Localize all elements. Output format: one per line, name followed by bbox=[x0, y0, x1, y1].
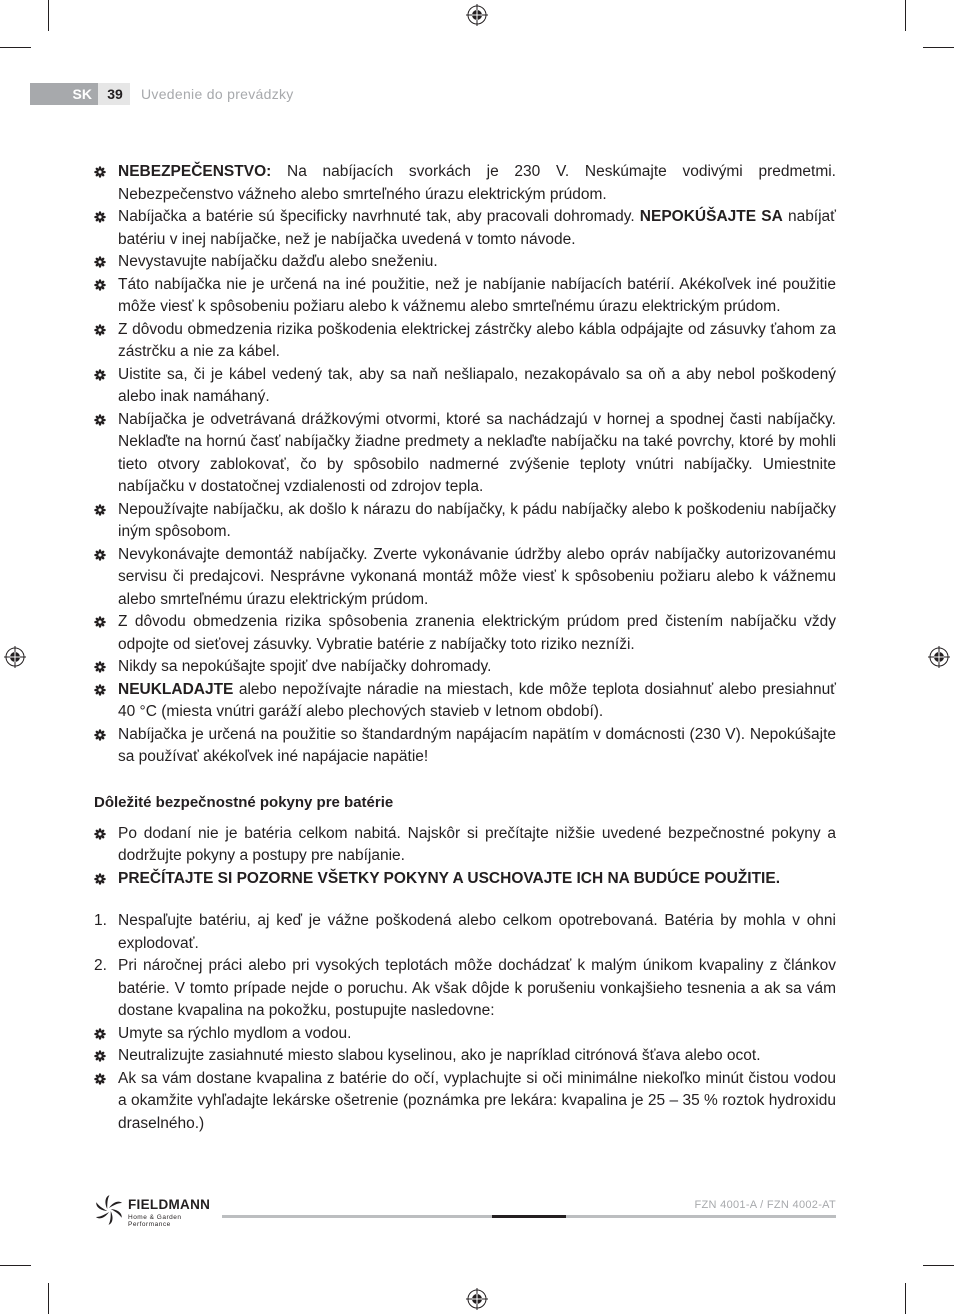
footer-rule bbox=[566, 1215, 836, 1218]
item-text: nabíjať batériu v inej nabíjačke, než je nabíjačka uvedená v tomto návode. bbox=[118, 208, 836, 248]
section-header-title: Uvedenie do prevádzky bbox=[141, 86, 294, 102]
crop-mark bbox=[0, 47, 31, 48]
safety-list-charger bbox=[94, 161, 836, 769]
bullet-flower-icon bbox=[94, 1028, 106, 1040]
item-text: Nabíjačka je určená na použitie so štandardným napájacím napätím v domácnosti (230 V). Nepokúšajte sa používať akékoľvek iné napájacie napätie! bbox=[118, 725, 836, 765]
bullet-flower-icon bbox=[94, 828, 106, 840]
registration-mark-icon bbox=[928, 646, 950, 668]
list-item bbox=[94, 206, 836, 251]
numbered-item bbox=[94, 910, 836, 955]
language-tab: SK bbox=[30, 83, 98, 105]
list-item bbox=[94, 611, 836, 656]
bullet-flower-icon bbox=[94, 1073, 106, 1085]
bullet-flower-icon bbox=[94, 549, 106, 561]
footer-rule-accent bbox=[492, 1215, 566, 1218]
list-item bbox=[94, 1045, 836, 1068]
bullet-flower-icon bbox=[94, 324, 106, 336]
registration-mark-icon bbox=[466, 4, 488, 26]
item-text: Nevykonávajte demontáž nabíjačky. Zverte vykonávanie údržby alebo opráv nabíjačky autorizovanému servisu či predajcovi. Nesprávne vykonaná montáž môže viesť k spôsobeniu požiaru alebo k vážnemu alebo smrteľnému úrazu elektrickým prúdom. bbox=[118, 545, 836, 608]
numbered-list bbox=[94, 910, 836, 1023]
item-text: Nevystavujte nabíjačku dažďu alebo sneženiu. bbox=[118, 253, 438, 270]
list-item bbox=[94, 1068, 836, 1136]
crop-mark bbox=[48, 0, 49, 31]
crop-mark bbox=[905, 0, 906, 31]
item-text: Pri náročnej práci alebo pri vysokých teplotách môže dochádzať k malým únikom kvapaliny z článkov batérie. V tomto prípade nejde o poruchu. Ak však dôjde k porušeniu vonkajšieho tesnenia a ak sa vám dostane kvapalina na pokožku, postupujte nasledovne: bbox=[118, 957, 836, 1019]
bullet-flower-icon bbox=[94, 211, 106, 223]
item-text: Nabíjačka a batérie sú špecificky navrhnuté tak, aby pracovali dohromady. bbox=[118, 208, 640, 225]
crop-mark bbox=[905, 1283, 906, 1314]
page-number: 39 bbox=[100, 83, 130, 105]
bullet-flower-icon bbox=[94, 729, 106, 741]
bullet-flower-icon bbox=[94, 873, 106, 885]
registration-mark-icon bbox=[4, 646, 26, 668]
item-emphasis: NEUKLADAJTE bbox=[118, 680, 234, 698]
list-item bbox=[94, 656, 836, 679]
fieldmann-flower-icon bbox=[94, 1195, 124, 1225]
item-text: Nepoužívajte nabíjačku, ak došlo k nárazu do nabíjačky, k pádu nabíjačky alebo k poškodeniu nabíjačky iným spôsobom. bbox=[118, 500, 836, 540]
item-text: Nabíjačka je odvetrávaná drážkovými otvormi, ktoré sa nachádzajú v hornej a spodnej časti nabíjačky. Neklaďte na hornú časť nabíjačky žiadne predmety a neklaďte nabíjačku na také povrchy, ktoré by mohli tieto otvory zablokovať, čo by spôsobilo nadmerné zvýšenie teploty vnútri nabíjačky. Umiestnite nabíjačku v dostatočnej vzdialenosti od zdrojov tepla. bbox=[118, 410, 836, 495]
brand-tagline: Home & Garden Performance bbox=[128, 1214, 182, 1228]
item-text: Umyte sa rýchlo mydlom a vodou. bbox=[118, 1024, 352, 1042]
bullet-flower-icon bbox=[94, 616, 106, 628]
list-item bbox=[94, 274, 836, 319]
item-emphasis: NEPOKÚŠAJTE SA bbox=[639, 208, 783, 225]
page-content bbox=[94, 161, 836, 1135]
item-text: Po dodaní nie je batéria celkom nabitá. Najskôr si prečítajte nižšie uvedené bezpečnostné pokyny a dodržujte pokyny a postupy pre nabíjanie. bbox=[118, 824, 836, 864]
brand-name: FIELDMANN bbox=[128, 1197, 211, 1212]
bullet-flower-icon bbox=[94, 684, 106, 696]
item-text: Uistite sa, či je kábel vedený tak, aby sa naň nešliapalo, nezakopávalo sa oň a aby nebol poškodený alebo inak namáhaný. bbox=[118, 365, 836, 405]
list-item bbox=[94, 868, 836, 891]
first-aid-list bbox=[94, 1023, 836, 1136]
list-item bbox=[94, 364, 836, 409]
bullet-flower-icon bbox=[94, 1050, 106, 1062]
list-item bbox=[94, 1023, 836, 1046]
bullet-flower-icon bbox=[94, 256, 106, 268]
bullet-flower-icon bbox=[94, 661, 106, 673]
item-text: alebo nepožívajte náradie na miestach, kde môže teplota dosiahnuť alebo presiahnuť 40 °C (miesta vnútri garáží alebo plechových stavieb v letnom období). bbox=[118, 680, 836, 720]
bullet-flower-icon bbox=[94, 504, 106, 516]
item-text: Z dôvodu obmedzenia rizika spôsobenia zranenia elektrickým prúdom pred čistením nabíjačku vždy odpojte od sieťovej zásuvky. Vybratie batérie z nabíjačky toto riziko nezníži. bbox=[118, 613, 836, 653]
crop-mark bbox=[923, 47, 954, 48]
item-text: Na nabíjacích svorkách je 230 V. Neskúmajte vodivými predmetmi. Nebezpečenstvo vážneho alebo smrteľného úrazu elektrickým prúdom. bbox=[118, 163, 836, 203]
item-text: Neutralizujte zasiahnuté miesto slabou kyselinou, ako je napríklad citrónová šťava alebo ocot. bbox=[118, 1047, 761, 1064]
item-text: Nespaľujte batériu, aj keď je vážne poškodená alebo celkom opotrebovaná. Batéria by mohla v ohni explodovať. bbox=[118, 912, 836, 952]
list-item bbox=[94, 319, 836, 364]
bullet-flower-icon bbox=[94, 369, 106, 381]
crop-mark bbox=[48, 1283, 49, 1314]
item-text: Ak sa vám dostane kvapalina z batérie do očí, vyplachujte si oči minimálne niekoľko minút čistou vodou a okamžite vyhľadajte lekárske ošetrenie (poznámka pre lekára: kvapalina je 25 – 35 % roztok hydroxidu draselného.) bbox=[118, 1069, 836, 1132]
item-text: Táto nabíjačka nie je určená na iné použitie, než je nabíjanie nabíjacích batérií. Akékoľvek iné použitie môže viesť k spôsobeniu požiaru alebo k vážnemu alebo smrteľnému úrazu elektrickým prúdom. bbox=[118, 275, 836, 315]
item-emphasis: PREČÍTAJTE SI POZORNE VŠETKY POKYNY A USCHOVAJTE ICH NA BUDÚCE POUŽITIE. bbox=[118, 869, 780, 887]
list-item bbox=[94, 679, 836, 724]
list-item bbox=[94, 544, 836, 612]
list-item bbox=[94, 251, 836, 274]
bullet-flower-icon bbox=[94, 166, 106, 178]
item-emphasis: NEBEZPEČENSTVO: bbox=[118, 163, 272, 180]
bullet-flower-icon bbox=[94, 279, 106, 291]
list-item bbox=[94, 724, 836, 769]
numbered-item bbox=[94, 955, 836, 1023]
bullet-flower-icon bbox=[94, 414, 106, 426]
list-item bbox=[94, 161, 836, 206]
item-text: Nikdy sa nepokúšajte spojiť dve nabíjačky dohromady. bbox=[118, 658, 492, 675]
crop-mark bbox=[923, 1265, 954, 1266]
footer-rule bbox=[222, 1215, 492, 1218]
registration-mark-icon bbox=[466, 1288, 488, 1310]
item-number: 2. bbox=[94, 957, 107, 974]
model-number: FZN 4001-A / FZN 4002-AT bbox=[694, 1199, 836, 1211]
list-item bbox=[94, 499, 836, 544]
brand-logo bbox=[94, 1195, 224, 1228]
list-item bbox=[94, 409, 836, 499]
crop-mark bbox=[0, 1265, 31, 1266]
item-number: 1. bbox=[94, 912, 107, 929]
safety-list-battery bbox=[94, 823, 836, 891]
list-item bbox=[94, 823, 836, 868]
section-title: Dôležité bezpečnostné pokyny pre batérie bbox=[94, 793, 394, 811]
item-text: Z dôvodu obmedzenia rizika poškodenia elektrickej zástrčky alebo kábla odpájajte od zásuvky ťahom za zástrčku a nie za kábel. bbox=[118, 320, 836, 360]
